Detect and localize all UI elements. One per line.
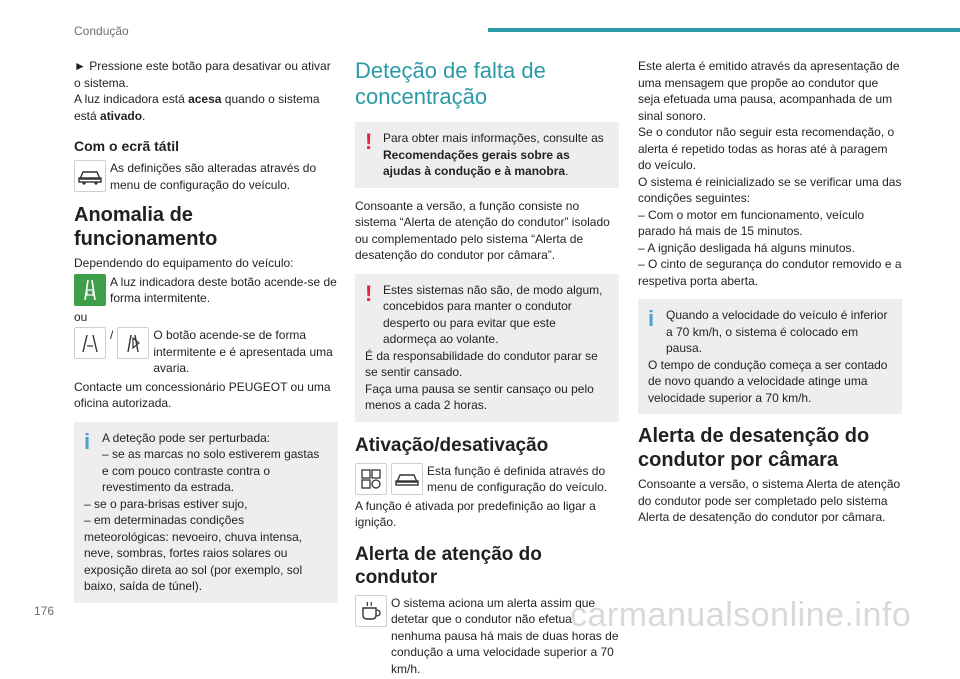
green-lane-indicator-icon bbox=[74, 274, 106, 306]
car-outline-icon bbox=[391, 463, 423, 495]
section-title: Deteção de falta de concentração bbox=[355, 58, 546, 109]
activation-heading: Ativação/desativação bbox=[355, 434, 549, 456]
column-right bbox=[638, 58, 902, 526]
column-middle bbox=[355, 58, 619, 679]
info-mark-icon: i bbox=[84, 428, 91, 454]
lane-alert-text: O botão acende-se de forma intermitente e é apresentada uma avaria. bbox=[153, 328, 333, 375]
function-description: Consoante a versão, a função consiste no sistema “Alerta de atenção do condutor” isolado ou complementado pelo sistema “Alerta de desatenção do condutor por câmara”. bbox=[355, 198, 610, 262]
warning-text: Para obter mais informações, consulte as Recomendações gerais sobre as ajudas à condução e à manobra. bbox=[383, 131, 604, 178]
info-mark-icon: i bbox=[648, 306, 655, 331]
slash-text: / bbox=[110, 328, 114, 342]
car-settings-icon bbox=[74, 160, 106, 192]
warning-line: É da responsabilidade do condutor parar se se sentir cansado. bbox=[365, 348, 598, 379]
alert-line: – O cinto de segurança do condutor removido e a respetiva porta aberta. bbox=[638, 257, 902, 288]
warning-mark-icon: ! bbox=[365, 280, 373, 306]
lane-alert-alt-icon bbox=[117, 327, 149, 359]
info-note-speed bbox=[638, 299, 902, 414]
lane-alert-row bbox=[74, 327, 338, 377]
warning-note-responsibility bbox=[355, 274, 619, 422]
camera-alert-text: Consoante a versão, o sistema Alerta de atenção do condutor pode ser completado pelo sistema Alerta de desatenção do condutor por câmara. bbox=[638, 477, 901, 524]
instruction-text: ► Pressione este botão para desativar ou ativar o sistema. bbox=[74, 59, 331, 90]
green-indicator-row bbox=[74, 274, 338, 307]
header-accent-bar bbox=[488, 28, 960, 32]
coffee-cup-icon bbox=[355, 595, 387, 627]
touchscreen-text: As definições são alteradas através do menu de configuração do veículo. bbox=[110, 161, 317, 192]
indicator-status-text: A luz indicadora está acesa quando o sistema está ativado. bbox=[74, 92, 320, 123]
warning-mark-icon: ! bbox=[365, 129, 373, 154]
green-indicator-text: A luz indicadora deste botão acende-se de forma intermitente. bbox=[110, 274, 337, 305]
column-left bbox=[74, 58, 338, 613]
attention-alert-heading: Alerta de atenção do condutor bbox=[355, 543, 542, 588]
warning-line: Estes sistemas não são, de modo algum, concebidos para manter o condutor desperto ou para evitar que este adormeça ao volante. bbox=[383, 282, 603, 346]
malfunction-heading: Anomalia de funcionamento bbox=[74, 204, 218, 250]
alert-line: Se o condutor não seguir esta recomendação, o alerta é repetido todas as horas até à paragem do veículo. bbox=[638, 125, 895, 172]
malfunction-intro: Dependendo do equipamento do veículo: bbox=[74, 256, 294, 270]
or-text: ou bbox=[74, 309, 88, 324]
touchscreen-heading: Com o ecrã tátil bbox=[74, 138, 180, 154]
touchscreen-row bbox=[74, 160, 338, 193]
activation-text: Esta função é definida através do menu de configuração do veículo. bbox=[427, 463, 608, 494]
info-note-detection bbox=[74, 422, 338, 603]
dealer-text: Contacte um concessionário PEUGEOT ou uma oficina autorizada. bbox=[74, 379, 331, 410]
camera-alert-heading: Alerta de desatenção do condutor por câmara bbox=[638, 425, 870, 471]
lane-alert-icon bbox=[74, 327, 106, 359]
activation-row bbox=[355, 463, 619, 496]
note-line: – se o para-brisas estiver sujo, bbox=[84, 496, 248, 511]
activation-default: A função é ativada por predefinição ao ligar a ignição. bbox=[355, 498, 596, 529]
config-menu-icon bbox=[355, 463, 387, 495]
note-line: – em determinadas condições meteorológicas: nevoeiro, chuva intensa, neve, sombras, fortes raios solares ou exposição direta ao sol (por exemplo, sol baixo, saída de túnel). bbox=[84, 513, 303, 593]
note-line: A deteção pode ser perturbada: bbox=[102, 430, 271, 445]
warning-note-recommendations bbox=[355, 122, 619, 188]
note-line: Quando a velocidade do veículo é inferior a 70 km/h, o sistema é colocado em pausa. bbox=[666, 308, 888, 355]
note-line: O tempo de condução começa a ser contado de novo quando a velocidade atinge uma velocidade superior a 70 km/h. bbox=[648, 357, 888, 405]
note-line: – se as marcas no solo estiverem gastas e com pouco contraste contra o revestimento da estrada. bbox=[102, 447, 320, 494]
attention-alert-text: O sistema aciona um alerta assim que detetar que o condutor não efetua nenhuma pausa há mais de duas horas de condução a uma velocidade superior a 70 km/h. bbox=[391, 595, 619, 676]
section-header: Condução bbox=[74, 24, 129, 38]
page-number: 176 bbox=[34, 604, 55, 618]
warning-line: Faça uma pausa se sentir cansaço ou pelo menos a cada 2 horas. bbox=[365, 381, 594, 412]
alert-line: O sistema é reinicializado se se verificar uma das condições seguintes: bbox=[638, 174, 902, 205]
alert-line: – Com o motor em funcionamento, veículo parado há mais de 15 minutos. bbox=[638, 207, 865, 238]
alert-line: – A ignição desligada há alguns minutos. bbox=[638, 240, 855, 255]
alert-line: Este alerta é emitido através da apresentação de uma mensagem que propõe ao condutor que seja efetuada uma pausa, acompanhada de um sinal sonoro. bbox=[638, 59, 900, 123]
watermark: carmanualsonline.info bbox=[570, 596, 912, 634]
